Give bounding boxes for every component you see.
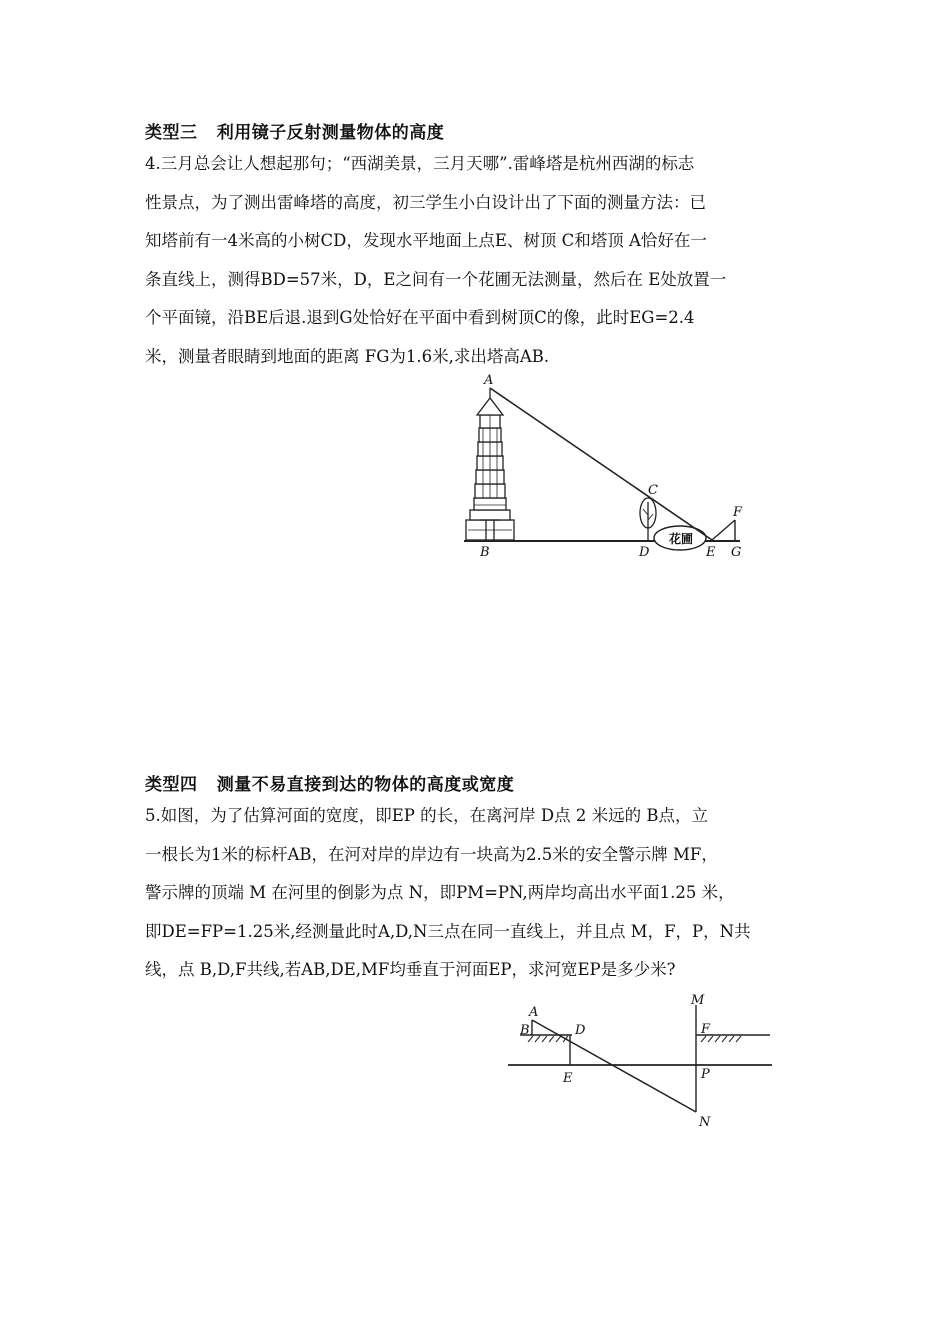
label-F: F xyxy=(701,1022,711,1037)
tree-icon xyxy=(640,498,656,541)
label-M: M xyxy=(691,993,705,1008)
problem-4-line: 性景点，为了测出雷峰塔的高度，初三学生小白设计出了下面的测量方法：已 xyxy=(145,192,706,212)
label-D: D xyxy=(639,545,650,560)
section-3-heading: 类型三 利用镜子反射测量物体的高度 xyxy=(145,123,445,143)
sight-line-AN xyxy=(532,1020,696,1112)
problem-4-line: 条直线上，测得BD=57米，D，E之间有一个花圃无法测量，然后在 E处放置一 xyxy=(145,269,727,289)
flowerbed-label: 花圃 xyxy=(669,532,694,546)
problem-5-line: 5.如图，为了估算河面的宽度，即EP 的长，在离河岸 D点 2 米远的 B点，立 xyxy=(145,806,708,825)
label-B: B xyxy=(520,1023,530,1038)
problem-4-line: 个平面镜，沿BE后退.退到G处恰好在平面中看到树顶C的像，此时EG=2.4 xyxy=(145,308,695,328)
problem-5-line: 警示牌的顶端 M 在河里的倒影为点 N，即PM=PN,两岸均高出水平面1.25 米， xyxy=(145,883,735,903)
label-N: N xyxy=(699,1115,711,1130)
problem-5-line: 一根长为1米的标杆AB，在河对岸的岸边有一块高为2.5米的安全警示牌 MF， xyxy=(145,844,718,864)
problem-5-line: 即DE=FP=1.25米,经测量此时A,D,N三点在同一直线上，并且点 M，F，P，N共 xyxy=(145,921,751,941)
sight-line-AE xyxy=(490,388,712,540)
reflection-line-EF xyxy=(712,520,735,540)
problem-5-line: 线，点 B,D,F共线,若AB,DE,MF均垂直于河面EP，求河宽EP是多少米? xyxy=(145,960,676,980)
pagoda-icon xyxy=(466,388,514,540)
label-P: P xyxy=(701,1067,710,1082)
river-figure xyxy=(500,990,790,1135)
section-4-heading: 类型四 测量不易直接到达的物体的高度或宽度 xyxy=(145,775,515,795)
label-C: C xyxy=(648,483,658,498)
label-D: D xyxy=(575,1023,586,1038)
label-B: B xyxy=(480,545,490,560)
label-E: E xyxy=(706,545,716,560)
problem-4-line: 知塔前有一4米高的小树CD，发现水平地面上点E、树顶 C和塔顶 A恰好在一 xyxy=(145,231,707,251)
label-E: E xyxy=(563,1071,573,1086)
problem-4-line: 4.三月总会让人想起那句；“西湖美景，三月天哪”.雷峰塔是杭州西湖的标志 xyxy=(145,154,695,173)
pagoda-figure xyxy=(450,370,770,570)
problem-4-line: 米，测量者眼睛到地面的距离 FG为1.6米,求出塔高AB. xyxy=(145,346,550,366)
problem-4-text xyxy=(145,145,817,377)
label-A: A xyxy=(529,1005,539,1020)
label-A: A xyxy=(484,373,494,388)
label-F: F xyxy=(733,505,743,520)
problem-5-text xyxy=(145,797,817,990)
label-G: G xyxy=(731,545,742,560)
